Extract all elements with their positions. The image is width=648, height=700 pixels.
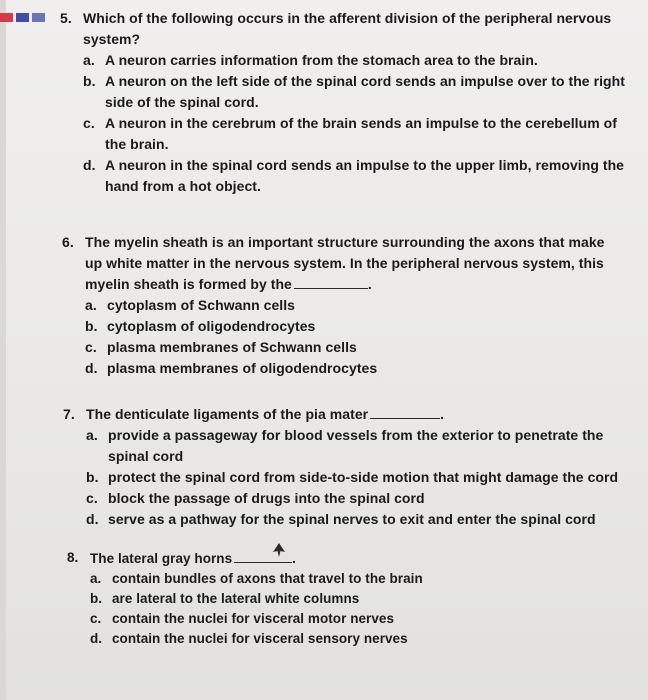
options-list — [60, 50, 640, 197]
option-text: contain the nuclei for visceral motor nerves — [112, 611, 395, 626]
question-6 — [62, 232, 624, 379]
option-c[interactable] — [85, 337, 624, 358]
options-list — [62, 295, 624, 379]
option-c[interactable] — [83, 113, 640, 155]
question-7 — [63, 404, 635, 530]
answer-blank[interactable] — [294, 274, 368, 289]
option-letter: a. — [85, 297, 97, 313]
option-text: plasma membranes of Schwann cells — [107, 339, 357, 355]
question-number: 7. — [63, 406, 75, 422]
option-text: A neuron in the spinal cord sends an impulse to the upper limb, removing the hand from a hot object. — [105, 157, 625, 194]
option-d[interactable] — [83, 155, 640, 197]
cursor-arrow-icon — [273, 543, 285, 557]
option-a[interactable] — [86, 425, 635, 467]
option-b[interactable] — [86, 467, 635, 488]
question-8 — [67, 548, 547, 649]
light-blue-tab-mark — [32, 13, 45, 22]
question-stem — [67, 548, 547, 569]
option-a[interactable] — [85, 295, 624, 316]
question-text: The myelin sheath is an important structure surrounding the axons that make up white matter in the nervous system. In the peripheral nervous system, this myelin sheath is formed by the — [85, 234, 605, 292]
option-letter: c. — [83, 115, 95, 131]
option-text: A neuron in the cerebrum of the brain sends an impulse to the cerebellum of the brain. — [105, 115, 617, 152]
option-letter: c. — [86, 490, 98, 506]
red-tab-mark — [0, 13, 13, 22]
option-letter: b. — [86, 469, 99, 485]
option-a[interactable] — [83, 50, 640, 71]
option-d[interactable] — [90, 629, 547, 649]
option-text: contain the nuclei for visceral sensory nerves — [112, 631, 408, 646]
option-text: contain bundles of axons that travel to the brain — [112, 571, 423, 586]
option-letter: c. — [85, 339, 97, 355]
option-c[interactable] — [86, 488, 635, 509]
option-text: plasma membranes of oligodendrocytes — [107, 360, 378, 376]
option-a[interactable] — [90, 569, 547, 589]
option-d[interactable] — [85, 358, 624, 379]
blank-period: . — [440, 406, 445, 422]
option-b[interactable] — [83, 71, 640, 113]
option-text: are lateral to the lateral white columns — [112, 591, 360, 606]
option-text: A neuron on the left side of the spinal cord sends an impulse over to the right side of the spinal cord. — [105, 73, 625, 110]
question-5 — [60, 8, 640, 197]
option-text: serve as a pathway for the spinal nerves to exit and enter the spinal cord — [108, 511, 596, 527]
option-text: provide a passageway for blood vessels from the exterior to penetrate the spinal cord — [108, 427, 604, 464]
question-number: 6. — [62, 234, 74, 250]
question-stem — [63, 404, 635, 425]
options-list — [63, 425, 635, 530]
question-stem — [62, 232, 624, 295]
option-b[interactable] — [85, 316, 624, 337]
option-text: protect the spinal cord from side-to-side motion that might damage the cord — [108, 469, 619, 485]
option-letter: b. — [85, 318, 98, 334]
option-c[interactable] — [90, 609, 547, 629]
option-text: A neuron carries information from the stomach area to the brain. — [105, 52, 538, 68]
option-letter: d. — [90, 631, 103, 646]
option-text: block the passage of drugs into the spinal cord — [108, 490, 425, 506]
answer-blank[interactable] — [370, 404, 440, 419]
option-letter: d. — [83, 157, 96, 173]
question-number: 8. — [67, 550, 79, 565]
blank-period: . — [367, 276, 372, 292]
color-tab-marks — [0, 13, 45, 22]
question-text: The denticulate ligaments of the pia mater — [86, 406, 369, 422]
question-text: Which of the following occurs in the afferent division of the peripheral nervous system? — [83, 10, 612, 47]
option-text: cytoplasm of Schwann cells — [107, 297, 296, 313]
options-list — [67, 569, 547, 649]
question-number: 5. — [60, 10, 72, 26]
option-letter: a. — [83, 52, 95, 68]
blank-period: . — [292, 551, 296, 566]
page-edge-shadow — [0, 0, 6, 700]
option-letter: a. — [86, 427, 98, 443]
option-letter: d. — [86, 511, 99, 527]
option-letter: d. — [85, 360, 98, 376]
question-stem — [60, 8, 640, 50]
option-text: cytoplasm of oligodendrocytes — [107, 318, 316, 334]
option-d[interactable] — [86, 509, 635, 530]
option-letter: b. — [90, 591, 103, 606]
option-letter: a. — [90, 571, 102, 586]
option-b[interactable] — [90, 589, 547, 609]
blue-tab-mark — [16, 13, 29, 22]
option-letter: b. — [83, 73, 96, 89]
option-letter: c. — [90, 611, 102, 626]
question-text: The lateral gray horns — [90, 551, 233, 566]
